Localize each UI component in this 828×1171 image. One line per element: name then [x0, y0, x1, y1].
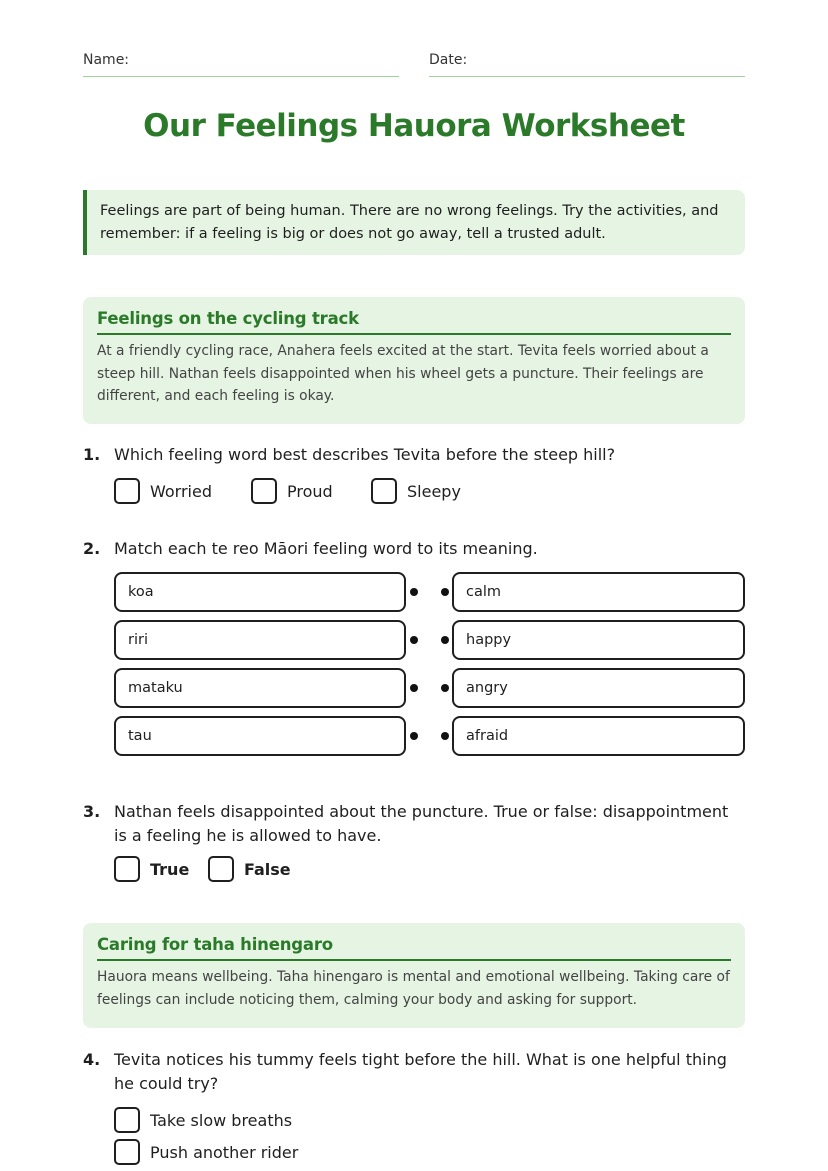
checkbox[interactable]	[114, 856, 140, 882]
match-left-item[interactable]: mataku	[114, 668, 406, 708]
match-dot-left[interactable]	[410, 684, 418, 692]
section-title: Feelings on the cycling track	[97, 309, 731, 335]
name-label: Name:	[83, 52, 130, 68]
checkbox[interactable]	[371, 478, 397, 504]
question-text: Which feeling word best describes Tevita before the steep hill?	[114, 445, 616, 464]
question-number: 2.	[83, 539, 101, 558]
option-label: Proud	[287, 481, 333, 501]
question-3	[83, 800, 745, 848]
match-right-item[interactable]: happy	[452, 620, 745, 660]
question-1	[83, 443, 745, 467]
match-left-item[interactable]: koa	[114, 572, 406, 612]
intro-callout: Feelings are part of being human. There are no wrong feelings. Try the activities, and remember: if a feeling is big or does not go away, tell a trusted adult.	[83, 190, 745, 255]
match-dot-right[interactable]	[441, 636, 449, 644]
section-title: Caring for taha hinengaro	[97, 935, 731, 961]
match-left-item[interactable]: riri	[114, 620, 406, 660]
checkbox[interactable]	[114, 1107, 140, 1133]
date-label: Date:	[429, 52, 468, 68]
section-taha-hinengaro	[83, 923, 745, 1028]
question-text: Nathan feels disappointed about the puncture. True or false: disappointment is a feeling he is allowed to have.	[114, 802, 729, 845]
match-dot-left[interactable]	[410, 588, 418, 596]
match-dot-left[interactable]	[410, 732, 418, 740]
q1-option-worried[interactable]	[114, 478, 212, 504]
match-dot-left[interactable]	[410, 636, 418, 644]
option-label: Sleepy	[407, 481, 461, 501]
section-cycling-track	[83, 297, 745, 424]
match-right-item[interactable]: angry	[452, 668, 745, 708]
q1-option-sleepy[interactable]	[371, 478, 461, 504]
option-label: Take slow breaths	[150, 1110, 293, 1130]
question-2	[83, 537, 745, 561]
name-field[interactable]	[83, 52, 399, 77]
question-4	[83, 1048, 745, 1096]
q3-option-true[interactable]	[114, 856, 189, 882]
question-number: 3.	[83, 802, 101, 821]
section-text: At a friendly cycling race, Anahera feels excited at the start. Tevita feels worried about a steep hill. Nathan feels disappointed when his wheel gets a puncture. Their feelings are different, and each feeling is okay.	[97, 343, 709, 404]
match-left-item[interactable]: tau	[114, 716, 406, 756]
option-label: True	[150, 859, 190, 879]
checkbox[interactable]	[251, 478, 277, 504]
option-label: Worried	[150, 481, 212, 501]
q4-option-push-rider[interactable]	[114, 1139, 298, 1165]
question-number: 1.	[83, 445, 101, 464]
question-text: Match each te reo Māori feeling word to its meaning.	[114, 539, 538, 558]
question-number: 4.	[83, 1050, 101, 1069]
q4-option-slow-breaths[interactable]	[114, 1107, 292, 1133]
student-info-row	[83, 52, 745, 77]
option-label: False	[244, 859, 291, 879]
match-dot-right[interactable]	[441, 732, 449, 740]
match-right-item[interactable]: calm	[452, 572, 745, 612]
match-dot-right[interactable]	[441, 684, 449, 692]
section-text: Hauora means wellbeing. Taha hinengaro is mental and emotional wellbeing. Taking care of feelings can include noticing them, calming your body and asking for support.	[97, 969, 730, 1008]
checkbox[interactable]	[114, 478, 140, 504]
date-field[interactable]	[429, 52, 745, 77]
checkbox[interactable]	[114, 1139, 140, 1165]
option-label: Push another rider	[150, 1142, 299, 1162]
match-dot-right[interactable]	[441, 588, 449, 596]
q3-option-false[interactable]	[208, 856, 291, 882]
question-text: Tevita notices his tummy feels tight before the hill. What is one helpful thing he could try?	[114, 1050, 727, 1093]
match-right-item[interactable]: afraid	[452, 716, 745, 756]
worksheet-title: Our Feelings Hauora Worksheet	[143, 108, 685, 144]
q1-option-proud[interactable]	[251, 478, 333, 504]
checkbox[interactable]	[208, 856, 234, 882]
